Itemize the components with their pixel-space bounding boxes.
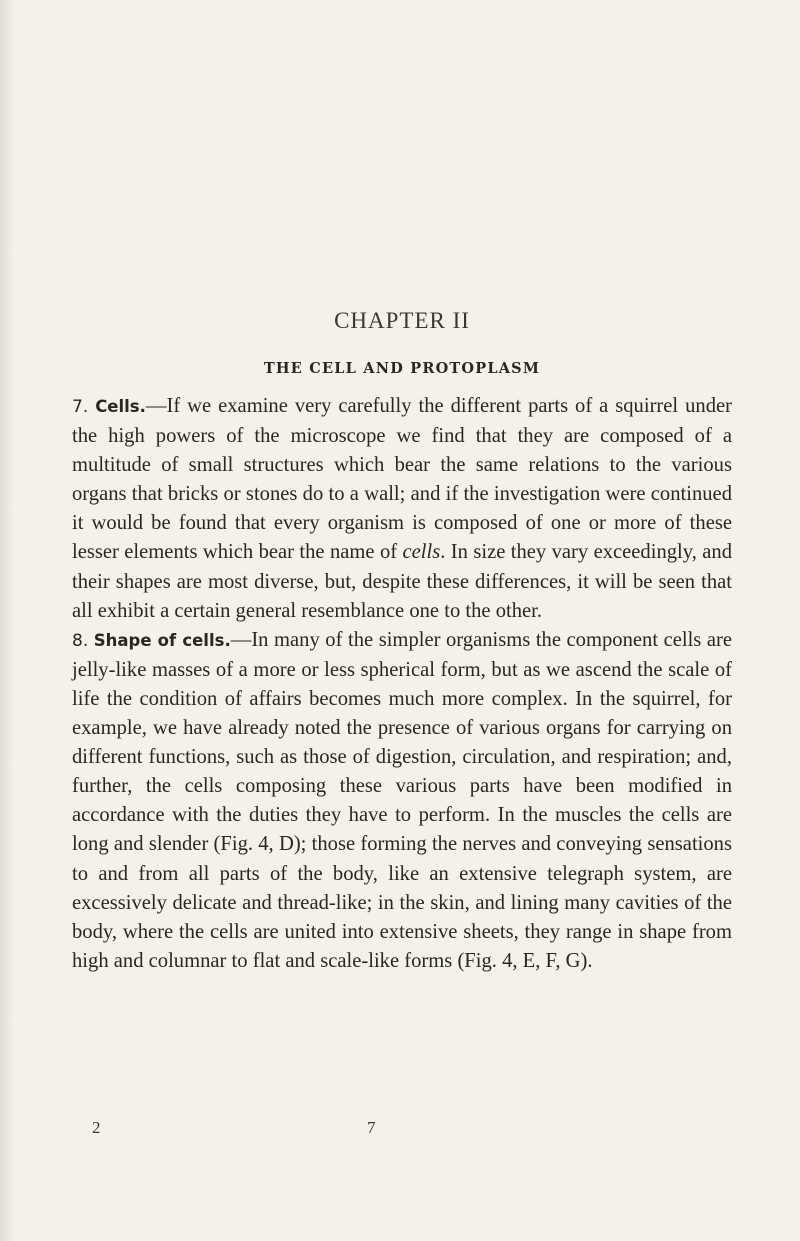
section-title: Shape of cells. xyxy=(93,630,231,650)
book-page xyxy=(72,0,732,1241)
body-text xyxy=(72,392,732,976)
chapter-title: THE CELL AND PROTOPLASM xyxy=(263,360,541,377)
chapter-heading: CHAPTER II xyxy=(334,308,470,333)
section-paragraph-8 xyxy=(72,626,732,976)
italic-term-cells: cells xyxy=(402,541,441,564)
section-number: 7. xyxy=(72,397,89,417)
section-text: —In many of the simpler organisms the component cells are jelly-like masses of a more or less spherical form, but as we ascend the scale of life the condition of affairs becomes much more complex. In the squirrel, for example, we have already noted the presence of various organs for carrying on different functions, such as those of digestion, circulation, and respiration; and, further, the cells composing these various parts have been modified in accordance with the duties they have to perform. In the muscles the cells are long and slender (Fig. 4, D); those forming the nerves and conveying sensations to and from all parts of the body, like an extensive telegraph system, are excessively delicate and thread-like; in the skin, and lining many cavities of the body, where the cells are united into extensive sheets, they range in shape from high and columnar to flat and scale-like forms (Fig. 4, E, F, G). xyxy=(72,628,732,972)
section-paragraph-7 xyxy=(72,392,732,626)
section-title: Cells. xyxy=(95,397,146,416)
signature-mark: 2 xyxy=(92,1118,101,1137)
page-number: 7 xyxy=(367,1118,376,1137)
section-number: 8. xyxy=(72,630,89,651)
page-edge xyxy=(0,0,14,1241)
section-text: . In size they vary exceedingly, and their shapes are most diverse, but, despite these differences, it will be seen that all exhibit a certain general resemblance one to the other. xyxy=(72,541,732,622)
section-text: —If we examine very carefully the different parts of a squirrel under the high powers of the microscope we find that they are composed of a multitude of small structures which bear the same relations to the various organs that bricks or stones do to a wall; and if the investigation were continued it would be found that every organism is composed of one or more of these lesser elements which bear the name of xyxy=(72,395,732,564)
page-footer xyxy=(72,1118,732,1142)
